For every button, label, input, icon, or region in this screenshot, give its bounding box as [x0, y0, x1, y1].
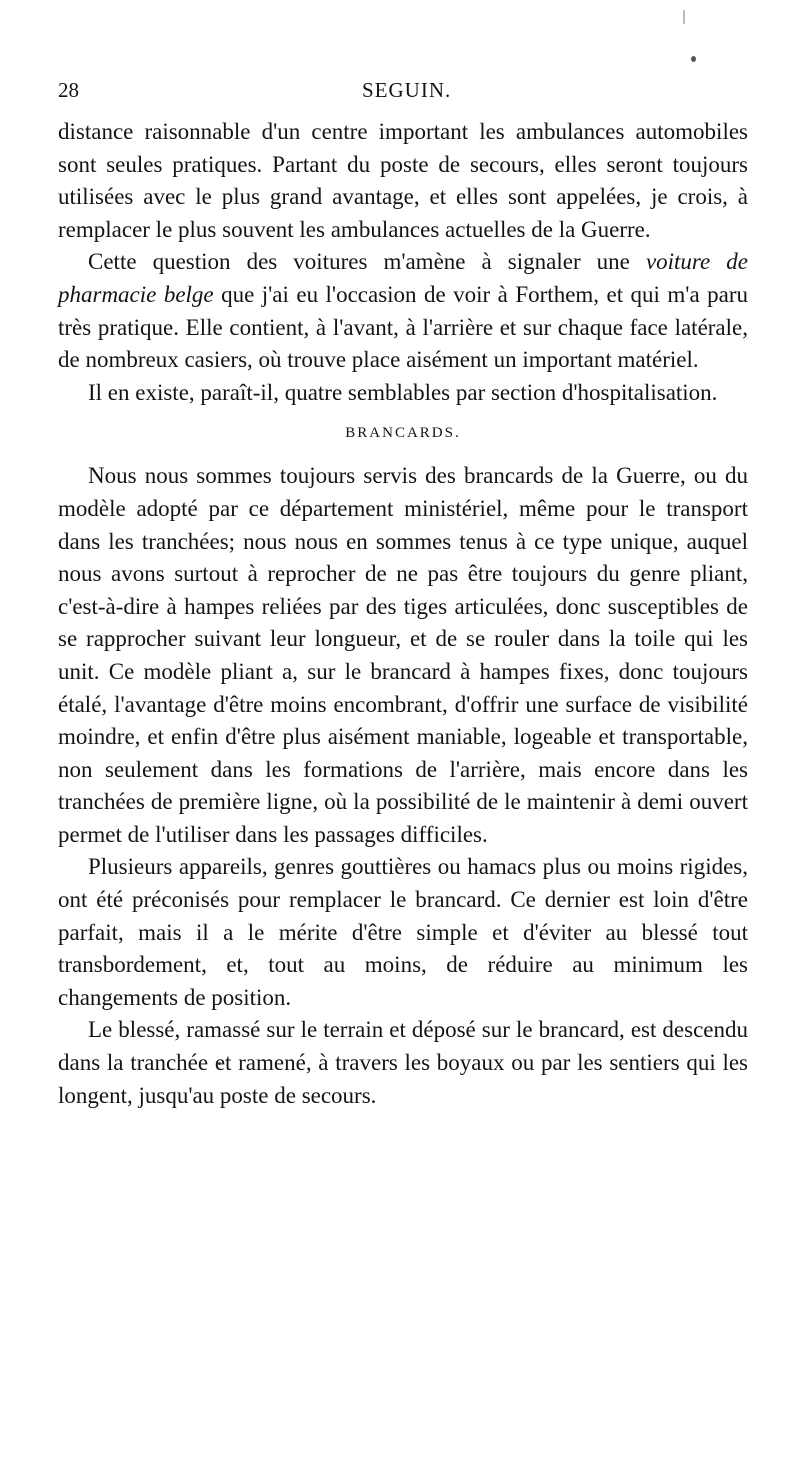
- page-header: [58, 78, 748, 108]
- paragraph-2-end: que j'ai eu l'occasion de voir à Forthem, et qui m'a paru très pratique. Elle contient, à l'avant, à l'arrière et sur chaque face latérale, de nombreux casiers, où trouve place aisément un important matériel.: [58, 281, 748, 373]
- paragraph-2-start: Cette question des voitures m'amène à signaler une: [88, 249, 646, 275]
- paragraph-1: distance raisonnable d'un centre important les ambulances automobiles sont seules pratiques. Partant du poste de secours, elles seront toujours utilisées avec le plus grand avantage, et elles sont appelées, je crois, à remplacer le plus souvent les ambulances actuelles de la Guerre.: [58, 119, 748, 242]
- italic-phrase: voiture de pharmacie belge: [58, 249, 748, 307]
- paragraph-6: Le blessé, ramassé sur le terrain et déposé sur le brancard, est descendu dans la tranchée et ramené, à travers les boyaux ou par les sentiers qui les longent, jusqu'au poste de secours.: [58, 1017, 748, 1108]
- paragraph-4: Nous nous sommes toujours servis des brancards de la Guerre, ou du modèle adopté par ce département ministériel, même pour le transport dans les tranchées; nous nous en sommes tenus à ce type unique, auquel nous avons surtout à reprocher de ne pas être toujours du genre pliant, c'est-à-dire à hampes reliées par des tiges articulées, donc susceptibles de se rapprocher suivant leur longueur, et de se rouler dans la toile qui les unit. Ce modèle pliant a, sur le brancard à hampes fixes, donc toujours étalé, l'avantage d'être moins encombrant, d'offrir une surface de visibilité moindre, et enfin d'être plus aisément maniable, logeable et transportable, non seulement dans les formations de l'arrière, mais encore dans les tranchées de première ligne, où la possibilité de le maintenir à demi ouvert permet de l'utiliser dans les passages difficiles.: [58, 463, 748, 847]
- page-number: 28: [58, 78, 79, 102]
- paragraph-3: Il en existe, paraît-il, quatre semblables par section d'hospitalisation.: [88, 379, 718, 405]
- paragraph-2: [58, 246, 748, 376]
- paragraph-5: Plusieurs appareils, genres gouttières ou hamacs plus ou moins rigides, ont été préconisés pour remplacer le brancard. Ce dernier est loin d'être parfait, mais il a le mérite d'être simple et d'éviter au blessé tout transbordement, et, tout au moins, de réduire au minimum les changements de position.: [58, 854, 748, 1010]
- section-heading: BRANCARDS.: [345, 425, 461, 442]
- running-head: SEGUIN.: [362, 78, 452, 102]
- body-text: [58, 116, 748, 1112]
